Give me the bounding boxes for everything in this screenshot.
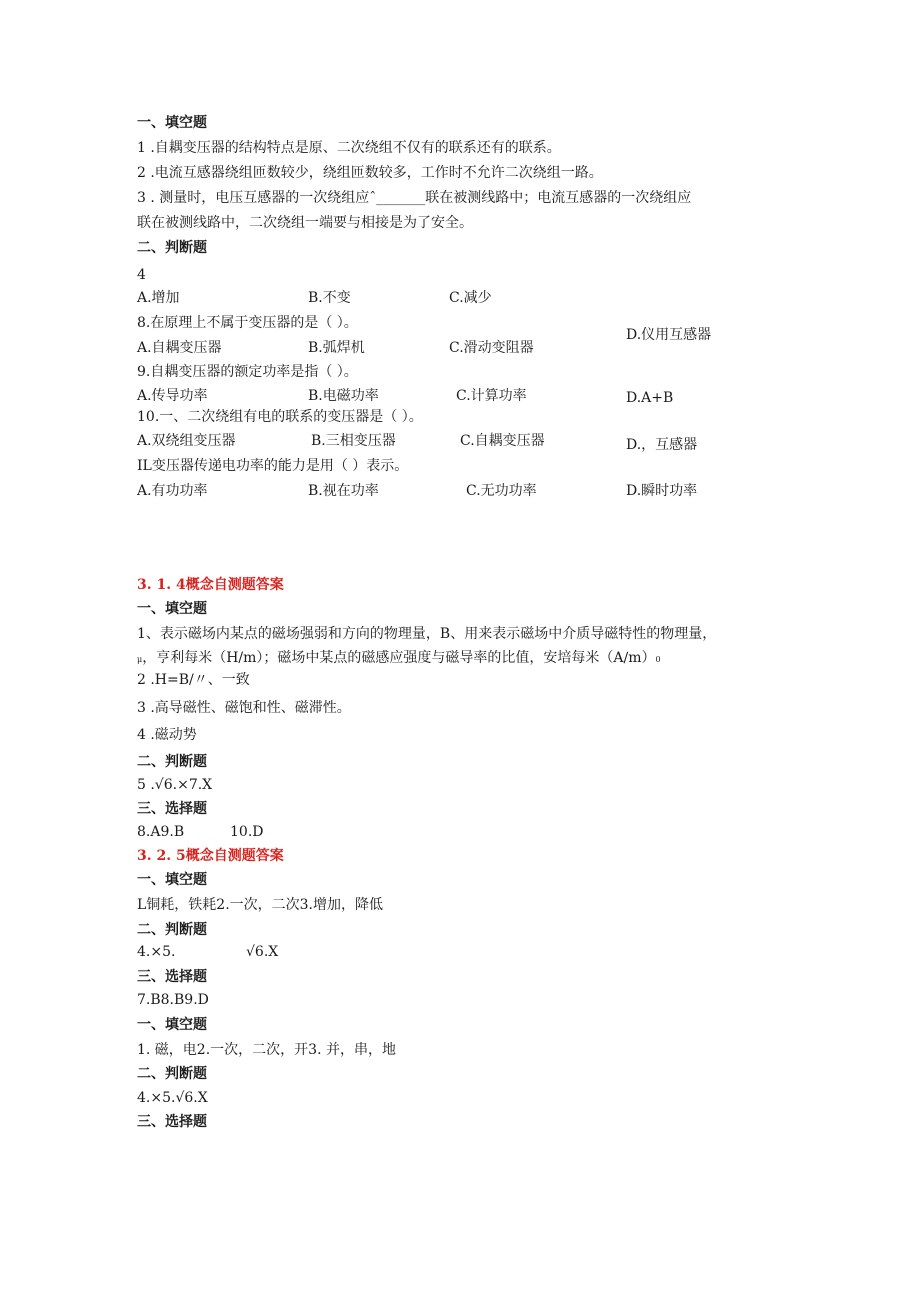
answer-1-line2 [137, 648, 661, 670]
section-title-3-1-4: 3. 1. 4概念自测题答案 [137, 577, 284, 593]
question-2: 2 .电流互感器绕组匝数较少，绕组匝数较多，工作时不允许二次绕组一路。 [137, 165, 603, 181]
heading-fill-blank: 一、填空题 [137, 1017, 207, 1033]
heading-judge: 二、判断题 [137, 922, 207, 938]
option-d: D.瞬时功率 [626, 483, 698, 499]
answer-6: √6.X [246, 944, 279, 960]
heading-fill-blank: 一、填空题 [137, 601, 207, 617]
answer-1-line1: 1、表示磁场内某点的磁场强弱和方向的物理量，B、用来表示磁场中介质导磁特性的物理量， [137, 626, 717, 642]
option-c: C.无功功率 [466, 483, 537, 499]
option-c: C.计算功率 [456, 388, 527, 404]
question-8: 8.在原理上不属于变压器的是（ ）。 [137, 315, 358, 331]
question-8-option-d: D.仪用互感器 [626, 327, 712, 343]
option-b: B.电磁功率 [308, 388, 379, 404]
option-c: C.滑动变阻器 [449, 340, 534, 356]
option-a: A.有功功率 [137, 483, 208, 499]
answer-1-end-mark: 0 [655, 655, 661, 664]
heading-choice: 三、选择题 [137, 1114, 207, 1130]
answer-2: 2 .H=B/〃、一致 [137, 672, 250, 688]
question-1: 1 .自耦变压器的结构特点是原、二次绕组不仅有的联系还有的联系。 [137, 140, 561, 156]
question-4: 4 [137, 267, 146, 283]
answer-4-6: 4.×5.√6.X [137, 1090, 208, 1106]
answer-3: 3 .高导磁性、磁饱和性、磁滞性。 [137, 700, 351, 716]
section-title-3-2-5: 3. 2. 5概念自测题答案 [137, 848, 284, 864]
answer-7-9: 7.B8.B9.D [137, 992, 209, 1008]
option-d: D.，互感器 [626, 437, 698, 453]
option-b: B.视在功率 [308, 483, 379, 499]
heading-fill-blank: 一、填空题 [137, 115, 207, 131]
option-b: B.不变 [308, 290, 351, 306]
heading-fill-blank: 一、填空题 [137, 872, 207, 888]
option-a: A.自耦变压器 [137, 340, 222, 356]
answer-8-9: 8.A9.B [137, 824, 185, 840]
question-9: 9.自耦变压器的额定功率是指（ ）。 [137, 364, 358, 380]
option-a: A.双绕组变压器 [137, 433, 236, 449]
option-d: D.A+B [626, 390, 674, 406]
answer-1-3: L铜耗，铁耗2.一次，二次3.增加，降低 [137, 897, 384, 913]
answer-1-3: 1. 磁，电2.一次，二次，开3. 并，串，地 [137, 1042, 396, 1058]
heading-judge: 二、判断题 [137, 754, 207, 770]
question-11: IL变压器传递电功率的能力是用（ ）表示。 [137, 458, 409, 474]
heading-choice: 三、选择题 [137, 801, 207, 817]
heading-choice: 三、选择题 [137, 969, 207, 985]
heading-judge: 二、判断题 [137, 240, 207, 256]
answer-4: 4 .磁动势 [137, 727, 197, 743]
answer-4-5: 4.×5. [137, 944, 176, 960]
question-3-line2: 联在被测线路中，二次绕组一端要与相接是为了安全。 [137, 215, 473, 231]
heading-judge: 二、判断题 [137, 1066, 207, 1082]
option-b: B.三相变压器 [311, 433, 396, 449]
question-3-line1: 3 . 测量时，电压互感器的一次绕组应ˆ_______联在被测线路中；电流互感器的一次绕组应 [137, 190, 692, 206]
answer-5-7: 5 .√6.×7.X [137, 777, 213, 793]
option-b: B.弧焊机 [308, 340, 365, 356]
mu-mark: μ [137, 655, 143, 664]
answer-1-line2-text: ，亨利每米（H/m）；磁场中某点的磁感应强度与磁导率的比值，安培每米（A∕m） [142, 650, 656, 666]
answer-10: 10.D [230, 824, 264, 840]
option-a: A.增加 [137, 290, 180, 306]
option-c: C.自耦变压器 [460, 433, 545, 449]
question-10: 10.一、二次绕组有电的联系的变压器是（ ）。 [137, 409, 423, 425]
option-a: A.传导功率 [137, 388, 208, 404]
option-c: C.减少 [449, 290, 492, 306]
